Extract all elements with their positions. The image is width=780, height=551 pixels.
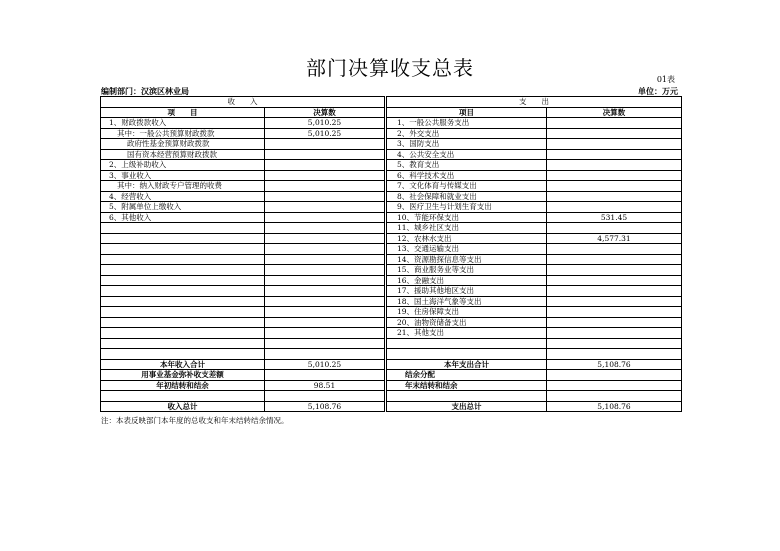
summary-expense-label: 结余分配 — [387, 370, 547, 381]
income-amount-cell — [265, 349, 385, 360]
income-item-cell: 国有资本经营预算财政拨款 — [101, 149, 265, 160]
table-row — [101, 296, 682, 307]
summary-row — [101, 370, 682, 381]
expense-item-cell: 6、科学技术支出 — [387, 170, 547, 181]
income-item-cell: 其中：纳入财政专户管理的收费 — [101, 181, 265, 192]
income-amount-cell — [265, 181, 385, 192]
summary-income-label: 收入总计 — [101, 401, 265, 412]
income-item-cell: 政府性基金预算财政拨款 — [101, 139, 265, 150]
income-item-cell: 2、上级补助收入 — [101, 160, 265, 171]
table-row — [101, 223, 682, 234]
expense-item-cell: 5、教育支出 — [387, 160, 547, 171]
table-row — [101, 317, 682, 328]
expense-amount-cell: 531.45 — [547, 212, 682, 223]
expense-amount-cell — [547, 328, 682, 339]
income-item-cell — [101, 296, 265, 307]
income-amount-cell — [265, 286, 385, 297]
expense-item-cell: 8、社会保障和就业支出 — [387, 191, 547, 202]
expense-item-cell: 14、资源勘探信息等支出 — [387, 254, 547, 265]
income-item-cell — [101, 307, 265, 318]
income-amount-cell — [265, 254, 385, 265]
income-item-cell — [101, 254, 265, 265]
summary-expense-label — [387, 391, 547, 402]
income-item-cell: 4、经营收入 — [101, 191, 265, 202]
column-header-row — [101, 107, 682, 118]
summary-expense-amount: 5,108.76 — [547, 401, 682, 412]
expense-section-header: 支 出 — [387, 97, 682, 108]
summary-income-label — [101, 391, 265, 402]
expense-item-cell: 9、医疗卫生与计划生育支出 — [387, 202, 547, 213]
income-item-cell — [101, 223, 265, 234]
expense-amount-cell — [547, 181, 682, 192]
table-row — [101, 170, 682, 181]
expense-item-cell: 4、公共安全支出 — [387, 149, 547, 160]
unit-label: 单位：万元 — [638, 86, 678, 96]
income-amount-cell — [265, 170, 385, 181]
table-row — [101, 118, 682, 129]
expense-amount-cell — [547, 160, 682, 171]
summary-expense-amount — [547, 370, 682, 381]
expense-amount-cell — [547, 307, 682, 318]
expense-item-cell: 1、一般公共服务支出 — [387, 118, 547, 129]
summary-row — [101, 391, 682, 402]
income-item-cell — [101, 275, 265, 286]
expense-amount-cell — [547, 244, 682, 255]
expense-amount-cell — [547, 286, 682, 297]
income-item-cell — [101, 349, 265, 360]
income-item-cell: 1、财政拨款收入 — [101, 118, 265, 129]
summary-income-label: 用事业基金弥补收支差额 — [101, 370, 265, 381]
expense-amount-cell: 4,577.31 — [547, 233, 682, 244]
table-row — [101, 265, 682, 276]
table-row — [101, 181, 682, 192]
income-amount-cell — [265, 191, 385, 202]
income-amount-cell — [265, 296, 385, 307]
income-amount-cell — [265, 212, 385, 223]
expense-amount-cell — [547, 191, 682, 202]
income-item-header: 项 目 — [101, 107, 265, 118]
income-amount-cell — [265, 244, 385, 255]
expense-item-cell: 19、住房保障支出 — [387, 307, 547, 318]
expense-amount-cell — [547, 265, 682, 276]
income-amount-cell — [265, 149, 385, 160]
table-row — [101, 160, 682, 171]
expense-item-cell: 11、城乡社区支出 — [387, 223, 547, 234]
expense-item-cell: 16、金融支出 — [387, 275, 547, 286]
income-item-cell: 其中：一般公共预算财政拨款 — [101, 128, 265, 139]
table-row — [101, 149, 682, 160]
income-item-cell: 5、附属单位上缴收入 — [101, 202, 265, 213]
table-row — [101, 286, 682, 297]
summary-expense-amount: 5,108.76 — [547, 359, 682, 370]
summary-income-label: 本年收入合计 — [101, 359, 265, 370]
income-item-cell: 6、其他收入 — [101, 212, 265, 223]
footnote: 注：本表反映部门本年度的总收支和年末结转结余情况。 — [101, 416, 289, 425]
table-row — [101, 275, 682, 286]
income-item-cell — [101, 244, 265, 255]
summary-expense-label: 本年支出合计 — [387, 359, 547, 370]
income-item-cell — [101, 265, 265, 276]
table-row — [101, 328, 682, 339]
income-amount-cell — [265, 338, 385, 349]
income-amount-cell — [265, 233, 385, 244]
income-amount-cell — [265, 265, 385, 276]
table-row — [101, 139, 682, 150]
expense-item-cell — [387, 338, 547, 349]
summary-income-amount — [265, 370, 385, 381]
expense-amount-header: 决算数 — [547, 107, 682, 118]
expense-amount-cell — [547, 338, 682, 349]
income-amount-cell — [265, 139, 385, 150]
income-amount-cell — [265, 317, 385, 328]
expense-item-header: 项目 — [387, 107, 547, 118]
income-item-cell: 3、事业收入 — [101, 170, 265, 181]
table-row — [101, 233, 682, 244]
summary-row — [101, 401, 682, 412]
expense-amount-cell — [547, 275, 682, 286]
expense-amount-cell — [547, 202, 682, 213]
summary-income-amount: 98.51 — [265, 380, 385, 391]
section-header-row — [101, 97, 682, 108]
expense-item-cell: 10、节能环保支出 — [387, 212, 547, 223]
income-amount-header: 决算数 — [265, 107, 385, 118]
expense-item-cell: 7、文化体育与传媒支出 — [387, 181, 547, 192]
expense-item-cell: 13、交通运输支出 — [387, 244, 547, 255]
summary-expense-amount — [547, 380, 682, 391]
income-amount-cell — [265, 202, 385, 213]
table-row — [101, 128, 682, 139]
page-title: 部门决算收支总表 — [306, 56, 474, 80]
expense-item-cell: 20、油物资储备支出 — [387, 317, 547, 328]
income-item-cell — [101, 233, 265, 244]
income-section-header: 收 入 — [101, 97, 385, 108]
summary-expense-label: 年末结转和结余 — [387, 380, 547, 391]
expense-item-cell: 3、国防支出 — [387, 139, 547, 150]
table-row — [101, 212, 682, 223]
form-code: 01表 — [656, 75, 675, 84]
summary-row — [101, 380, 682, 391]
compiling-department: 编制部门：汉滨区林业局 — [101, 86, 189, 96]
income-amount-cell — [265, 328, 385, 339]
expense-amount-cell — [547, 317, 682, 328]
table-row — [101, 254, 682, 265]
table-row — [101, 338, 682, 349]
income-item-cell — [101, 317, 265, 328]
summary-income-amount — [265, 391, 385, 402]
expense-item-cell: 18、国土海洋气象等支出 — [387, 296, 547, 307]
expense-amount-cell — [547, 349, 682, 360]
income-amount-cell — [265, 160, 385, 171]
summary-expense-label: 支出总计 — [387, 401, 547, 412]
expense-amount-cell — [547, 223, 682, 234]
expense-amount-cell — [547, 149, 682, 160]
expense-item-cell: 15、商业服务业等支出 — [387, 265, 547, 276]
expense-item-cell: 21、其他支出 — [387, 328, 547, 339]
income-amount-cell — [265, 275, 385, 286]
expense-item-cell: 12、农林水支出 — [387, 233, 547, 244]
income-item-cell — [101, 328, 265, 339]
expense-item-cell — [387, 349, 547, 360]
expense-amount-cell — [547, 170, 682, 181]
expense-item-cell: 17、援助其他地区支出 — [387, 286, 547, 297]
table-row — [101, 307, 682, 318]
budget-table — [100, 96, 682, 412]
income-amount-cell: 5,010.25 — [265, 118, 385, 129]
summary-row — [101, 359, 682, 370]
expense-amount-cell — [547, 128, 682, 139]
income-item-cell — [101, 286, 265, 297]
income-amount-cell: 5,010.25 — [265, 128, 385, 139]
summary-income-amount: 5,010.25 — [265, 359, 385, 370]
income-amount-cell — [265, 307, 385, 318]
table-row — [101, 349, 682, 360]
table-row — [101, 244, 682, 255]
expense-item-cell: 2、外交支出 — [387, 128, 547, 139]
table-row — [101, 191, 682, 202]
table-row — [101, 202, 682, 213]
income-item-cell — [101, 338, 265, 349]
summary-income-amount: 5,108.76 — [265, 401, 385, 412]
expense-amount-cell — [547, 118, 682, 129]
summary-expense-amount — [547, 391, 682, 402]
income-amount-cell — [265, 223, 385, 234]
summary-income-label: 年初结转和结余 — [101, 380, 265, 391]
expense-amount-cell — [547, 296, 682, 307]
expense-amount-cell — [547, 139, 682, 150]
expense-amount-cell — [547, 254, 682, 265]
